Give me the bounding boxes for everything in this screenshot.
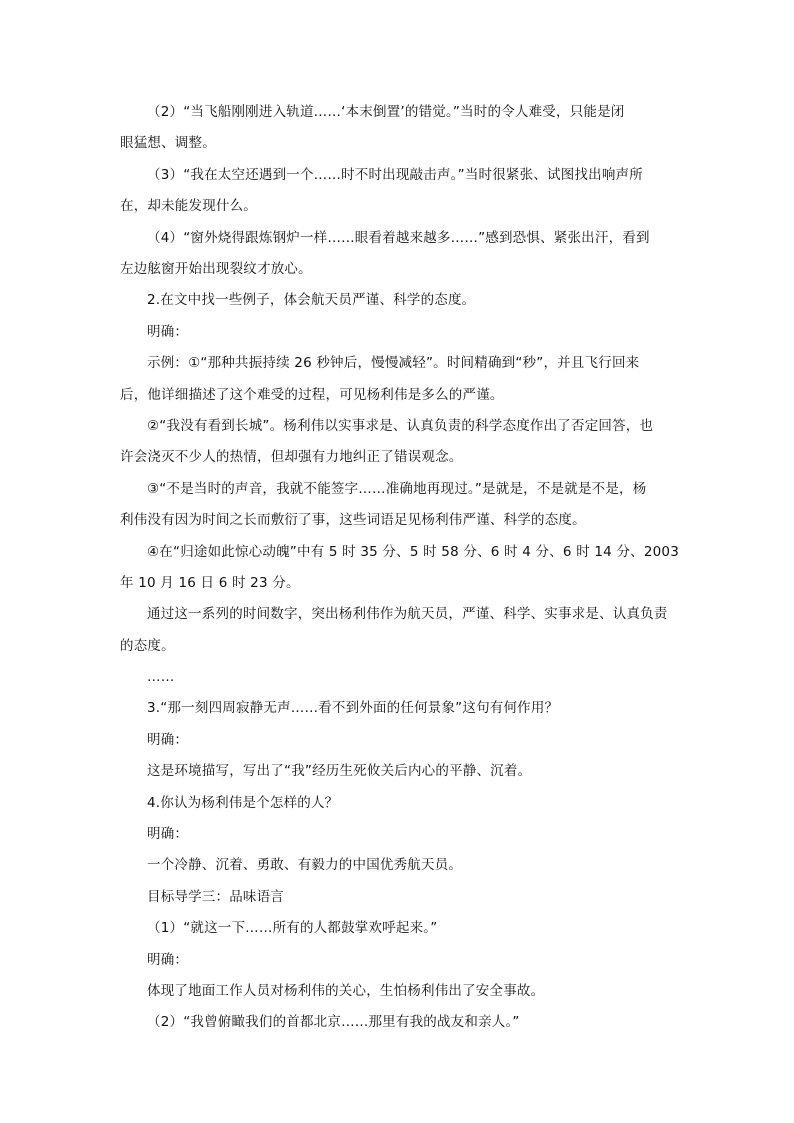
- paragraph-line: 眼猛想、调整。: [120, 135, 216, 151]
- paragraph-line: 体现了地面工作人员对杨利伟的关心，生怕杨利伟出了安全事故。: [147, 983, 545, 999]
- question-line: 4.你认为杨利伟是个怎样的人？: [147, 795, 339, 811]
- paragraph-line: 许会浇灭不少人的热情，但却强有力地纠正了错误观念。: [120, 449, 463, 465]
- paragraph-line: 左边舷窗开始出现裂纹才放心。: [120, 261, 312, 277]
- paragraph-line: （2）“我曾俯瞰我们的首都北京……那里有我的战友和亲人。”: [147, 1014, 520, 1030]
- paragraph-line: 明确：: [147, 324, 189, 340]
- paragraph-line: （4）“窗外烧得跟炼钢炉一样……眼看着越来越多……”感到恐惧、紧张出汗，看到: [147, 230, 650, 246]
- paragraph-line: 的态度。: [120, 638, 175, 654]
- ellipsis-line: ……: [147, 669, 175, 685]
- paragraph-line: （2）“当飞船刚刚进入轨道……‘本末倒置’的错觉。”当时的令人难受，只能是闭: [147, 104, 625, 120]
- paragraph-line: 明确：: [147, 732, 189, 748]
- paragraph-line: 2.在文中找一些例子，体会航天员严谨、科学的态度。: [147, 292, 476, 308]
- paragraph-line: 明确：: [147, 826, 189, 842]
- section-heading: 目标导学三：品味语言: [147, 889, 284, 905]
- paragraph-line: 利伟没有因为时间之长而敷衍了事，这些词语足见杨利伟严谨、科学的态度。: [120, 512, 586, 528]
- paragraph-line: （3）“我在太空还遇到一个……时不时出现敲击声。”当时很紧张、试图找出响声所: [147, 167, 643, 183]
- paragraph-line: 通过这一系列的时间数字，突出杨利伟作为航天员，严谨、科学、实事求是、认真负责: [147, 606, 668, 622]
- paragraph-line: 明确：: [147, 952, 189, 968]
- paragraph-line: ②“我没有看到长城”。杨利伟以实事求是、认真负责的科学态度作出了否定回答，也: [147, 418, 654, 434]
- paragraph-line: 示例：①“那种共振持续 26 秒钟后，慢慢减轻”。时间精确到“秒”，并且飞行回来: [147, 355, 640, 371]
- question-line: 3.“那一刻四周寂静无声……看不到外面的任何景象”这句有何作用？: [147, 700, 559, 716]
- paragraph-line: 这是环境描写，写出了“我”经历生死攸关后内心的平静、沉着。: [147, 763, 532, 779]
- paragraph-line: ④在“归途如此惊心动魄”中有 5 时 35 分、5 时 58 分、6 时 4 分、6 时 14 分、2003: [147, 544, 680, 560]
- paragraph-line: 年 10 月 16 日 6 时 23 分。: [120, 575, 300, 591]
- paragraph-line: （1）“就这一下……所有的人都鼓掌欢呼起来。”: [147, 920, 438, 936]
- paragraph-line: ③“不是当时的声音，我就不能签字……准确地再现过。”是就是，不是就是不是，杨: [147, 481, 647, 497]
- paragraph-line: 后，他详细描述了这个难受的过程，可见杨利伟是多么的严谨。: [120, 387, 504, 403]
- paragraph-line: 在，却未能发现什么。: [120, 198, 257, 214]
- paragraph-line: 一个冷静、沉着、勇敢、有毅力的中国优秀航天员。: [147, 857, 463, 873]
